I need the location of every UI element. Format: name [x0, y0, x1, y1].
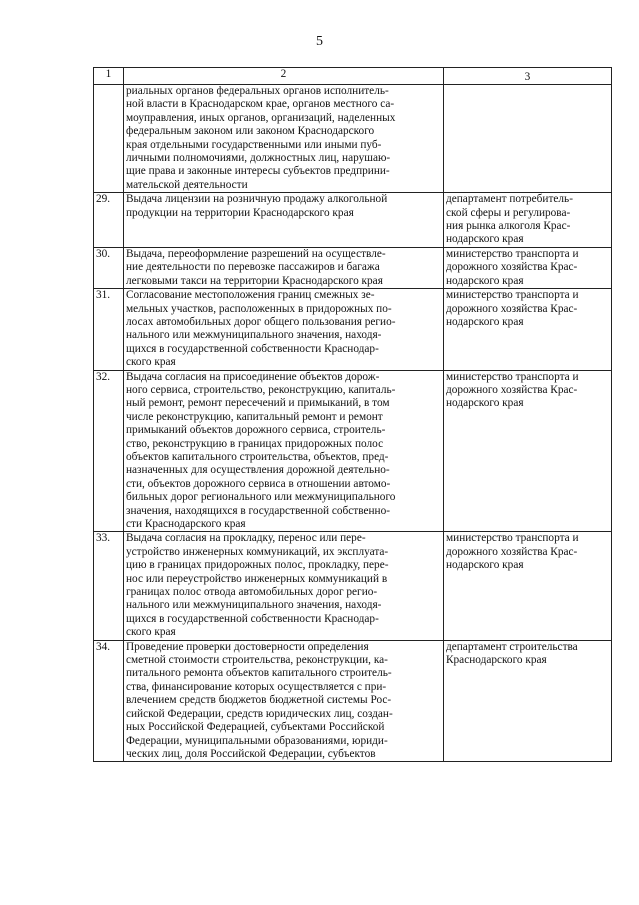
line: устройство инженерных коммуникаций, их эксплуата-: [126, 545, 389, 558]
line: министерство транспорта и: [446, 532, 579, 545]
line: Проведение проверки достоверности определения: [126, 640, 369, 653]
service-description: [124, 640, 444, 762]
line: продукции на территории Краснодарского края: [126, 206, 354, 219]
line: ческих лиц, доля Российской Федерации, субъектов: [126, 747, 376, 760]
line: питального ремонта объектов капитального строитель-: [126, 667, 392, 680]
continuation-row: [94, 85, 612, 193]
service-description: [124, 247, 444, 288]
line: ных Российской Федерацией, субъектами Российской: [126, 721, 385, 734]
line: ства, финансирование которых осуществляется с при-: [126, 680, 387, 693]
line: мельных участков, расположенных в придорожных по-: [126, 302, 392, 315]
line: сти Краснодарского края: [126, 518, 246, 530]
line: Выдача согласия на присоединение объектов дорож-: [126, 370, 380, 383]
line: дорожного хозяйства Крас-: [446, 383, 578, 396]
line: края отдельными государственными или иными пуб-: [126, 138, 382, 151]
line: моуправления, иных органов, организаций, наделенных: [126, 111, 396, 124]
line: объектов капитального строительства, объектов, пред-: [126, 450, 389, 463]
responsible-authority: [444, 370, 612, 532]
line: ство, реконструкцию в границах придорожных полос: [126, 437, 384, 450]
row-number: 29.: [94, 193, 124, 248]
service-description: [124, 193, 444, 248]
responsible-authority: [444, 193, 612, 248]
line: министерство транспорта и: [446, 289, 579, 302]
line: департамент строительства: [446, 640, 578, 653]
responsible-authority: [444, 532, 612, 640]
responsible-authority: [444, 289, 612, 370]
continuation-num-cell: [94, 85, 124, 193]
line: дорожного хозяйства Крас-: [446, 261, 578, 274]
line: Краснодарского края: [446, 654, 547, 667]
table-row: [94, 289, 612, 370]
line: нодарского края: [446, 233, 524, 246]
table-row: [94, 532, 612, 640]
row-number: 34.: [94, 640, 124, 762]
line: сметной стоимости строительства, реконструкции, ка-: [126, 654, 388, 667]
line: министерство транспорта и: [446, 247, 579, 260]
table-row: [94, 640, 612, 762]
line: сийской Федерации, средств юридических лиц, создан-: [126, 707, 393, 720]
line: личными полномочиями, должностных лиц, нарушаю-: [126, 152, 391, 165]
service-description: [124, 289, 444, 370]
header-col-3: 3: [444, 68, 612, 85]
line: ского края: [126, 356, 176, 369]
line: нодарского края: [446, 315, 524, 328]
line: сти, объектов дорожного сервиса в отношении автомо-: [126, 477, 391, 490]
header-col-2: 2: [124, 68, 444, 85]
row-number: 30.: [94, 247, 124, 288]
services-table: [93, 67, 612, 762]
line: федеральным законом или законом Краснодарского: [126, 125, 375, 138]
line: нодарского края: [446, 559, 524, 572]
line: ского края: [126, 626, 176, 639]
page-number: 5: [316, 34, 323, 49]
line: щихся в государственной собственности Краснодар-: [126, 342, 379, 355]
table-row: [94, 193, 612, 248]
table-row: [94, 370, 612, 532]
table-row: [94, 247, 612, 288]
line: министерство транспорта и: [446, 370, 579, 383]
line: влечением средств бюджетов бюджетной системы Рос-: [126, 694, 392, 707]
line: лосах автомобильных дорог общего пользования регио-: [126, 315, 396, 328]
line: Федерации, муниципальными образованиями, юриди-: [126, 734, 388, 747]
line: ный ремонт, ремонт пересечений и примыканий, в том: [126, 397, 390, 410]
line: ской сферы и регулирова-: [446, 206, 571, 219]
line: назначенных для осуществления дорожной деятельно-: [126, 464, 390, 477]
line: Выдача лицензии на розничную продажу алкогольной: [126, 193, 388, 206]
line: нального или межмуниципального значения, находя-: [126, 599, 382, 612]
header-col-1: 1: [94, 68, 124, 85]
continuation-dept-cell: [444, 85, 612, 193]
line: границах полос отвода автомобильных дорог регио-: [126, 586, 378, 599]
line: цию в границах придорожных полос, прокладку, пере-: [126, 559, 389, 572]
row-number: 33.: [94, 532, 124, 640]
line: бильных дорог регионального или межмуниципального: [126, 491, 396, 504]
line: Согласование местоположения границ смежных зе-: [126, 289, 375, 302]
line: примыканий объектов дорожного сервиса, строитель-: [126, 424, 386, 437]
line: легковыми такси на территории Краснодарского края: [126, 274, 383, 287]
line: нос или переустройство инженерных коммуникаций в: [126, 572, 388, 585]
line: ного сервиса, строительство, реконструкцию, капиталь-: [126, 383, 396, 396]
line: ной власти в Краснодарском крае, органов местного са-: [126, 98, 395, 111]
line: Выдача согласия на прокладку, перенос или пере-: [126, 532, 366, 545]
line: Выдача, переоформление разрешений на осуществле-: [126, 247, 386, 260]
line: мательской деятельности: [126, 178, 248, 191]
responsible-authority: [444, 247, 612, 288]
line: ние деятельности по перевозке пассажиров и багажа: [126, 261, 380, 274]
service-description: [124, 532, 444, 640]
line: числе реконструкцию, капитальный ремонт и ремонт: [126, 410, 383, 423]
row-number: 32.: [94, 370, 124, 532]
table-header-row: [94, 68, 612, 85]
line: нодарского края: [446, 397, 524, 410]
line: щихся в государственной собственности Краснодар-: [126, 612, 379, 625]
service-description: [124, 370, 444, 532]
continuation-description: [124, 85, 444, 193]
line: дорожного хозяйства Крас-: [446, 302, 578, 315]
row-number: 31.: [94, 289, 124, 370]
line: риальных органов федеральных органов исполнитель-: [126, 85, 389, 97]
line: дорожного хозяйства Крас-: [446, 545, 578, 558]
responsible-authority: [444, 640, 612, 762]
line: нодарского края: [446, 274, 524, 287]
line: значения, находящихся в государственной собственно-: [126, 504, 390, 517]
line: нального или межмуниципального значения, находя-: [126, 329, 382, 342]
line: департамент потребитель-: [446, 193, 573, 206]
line: щие права и законные интересы субъектов предприни-: [126, 165, 390, 178]
line: ния рынка алкоголя Крас-: [446, 220, 571, 233]
